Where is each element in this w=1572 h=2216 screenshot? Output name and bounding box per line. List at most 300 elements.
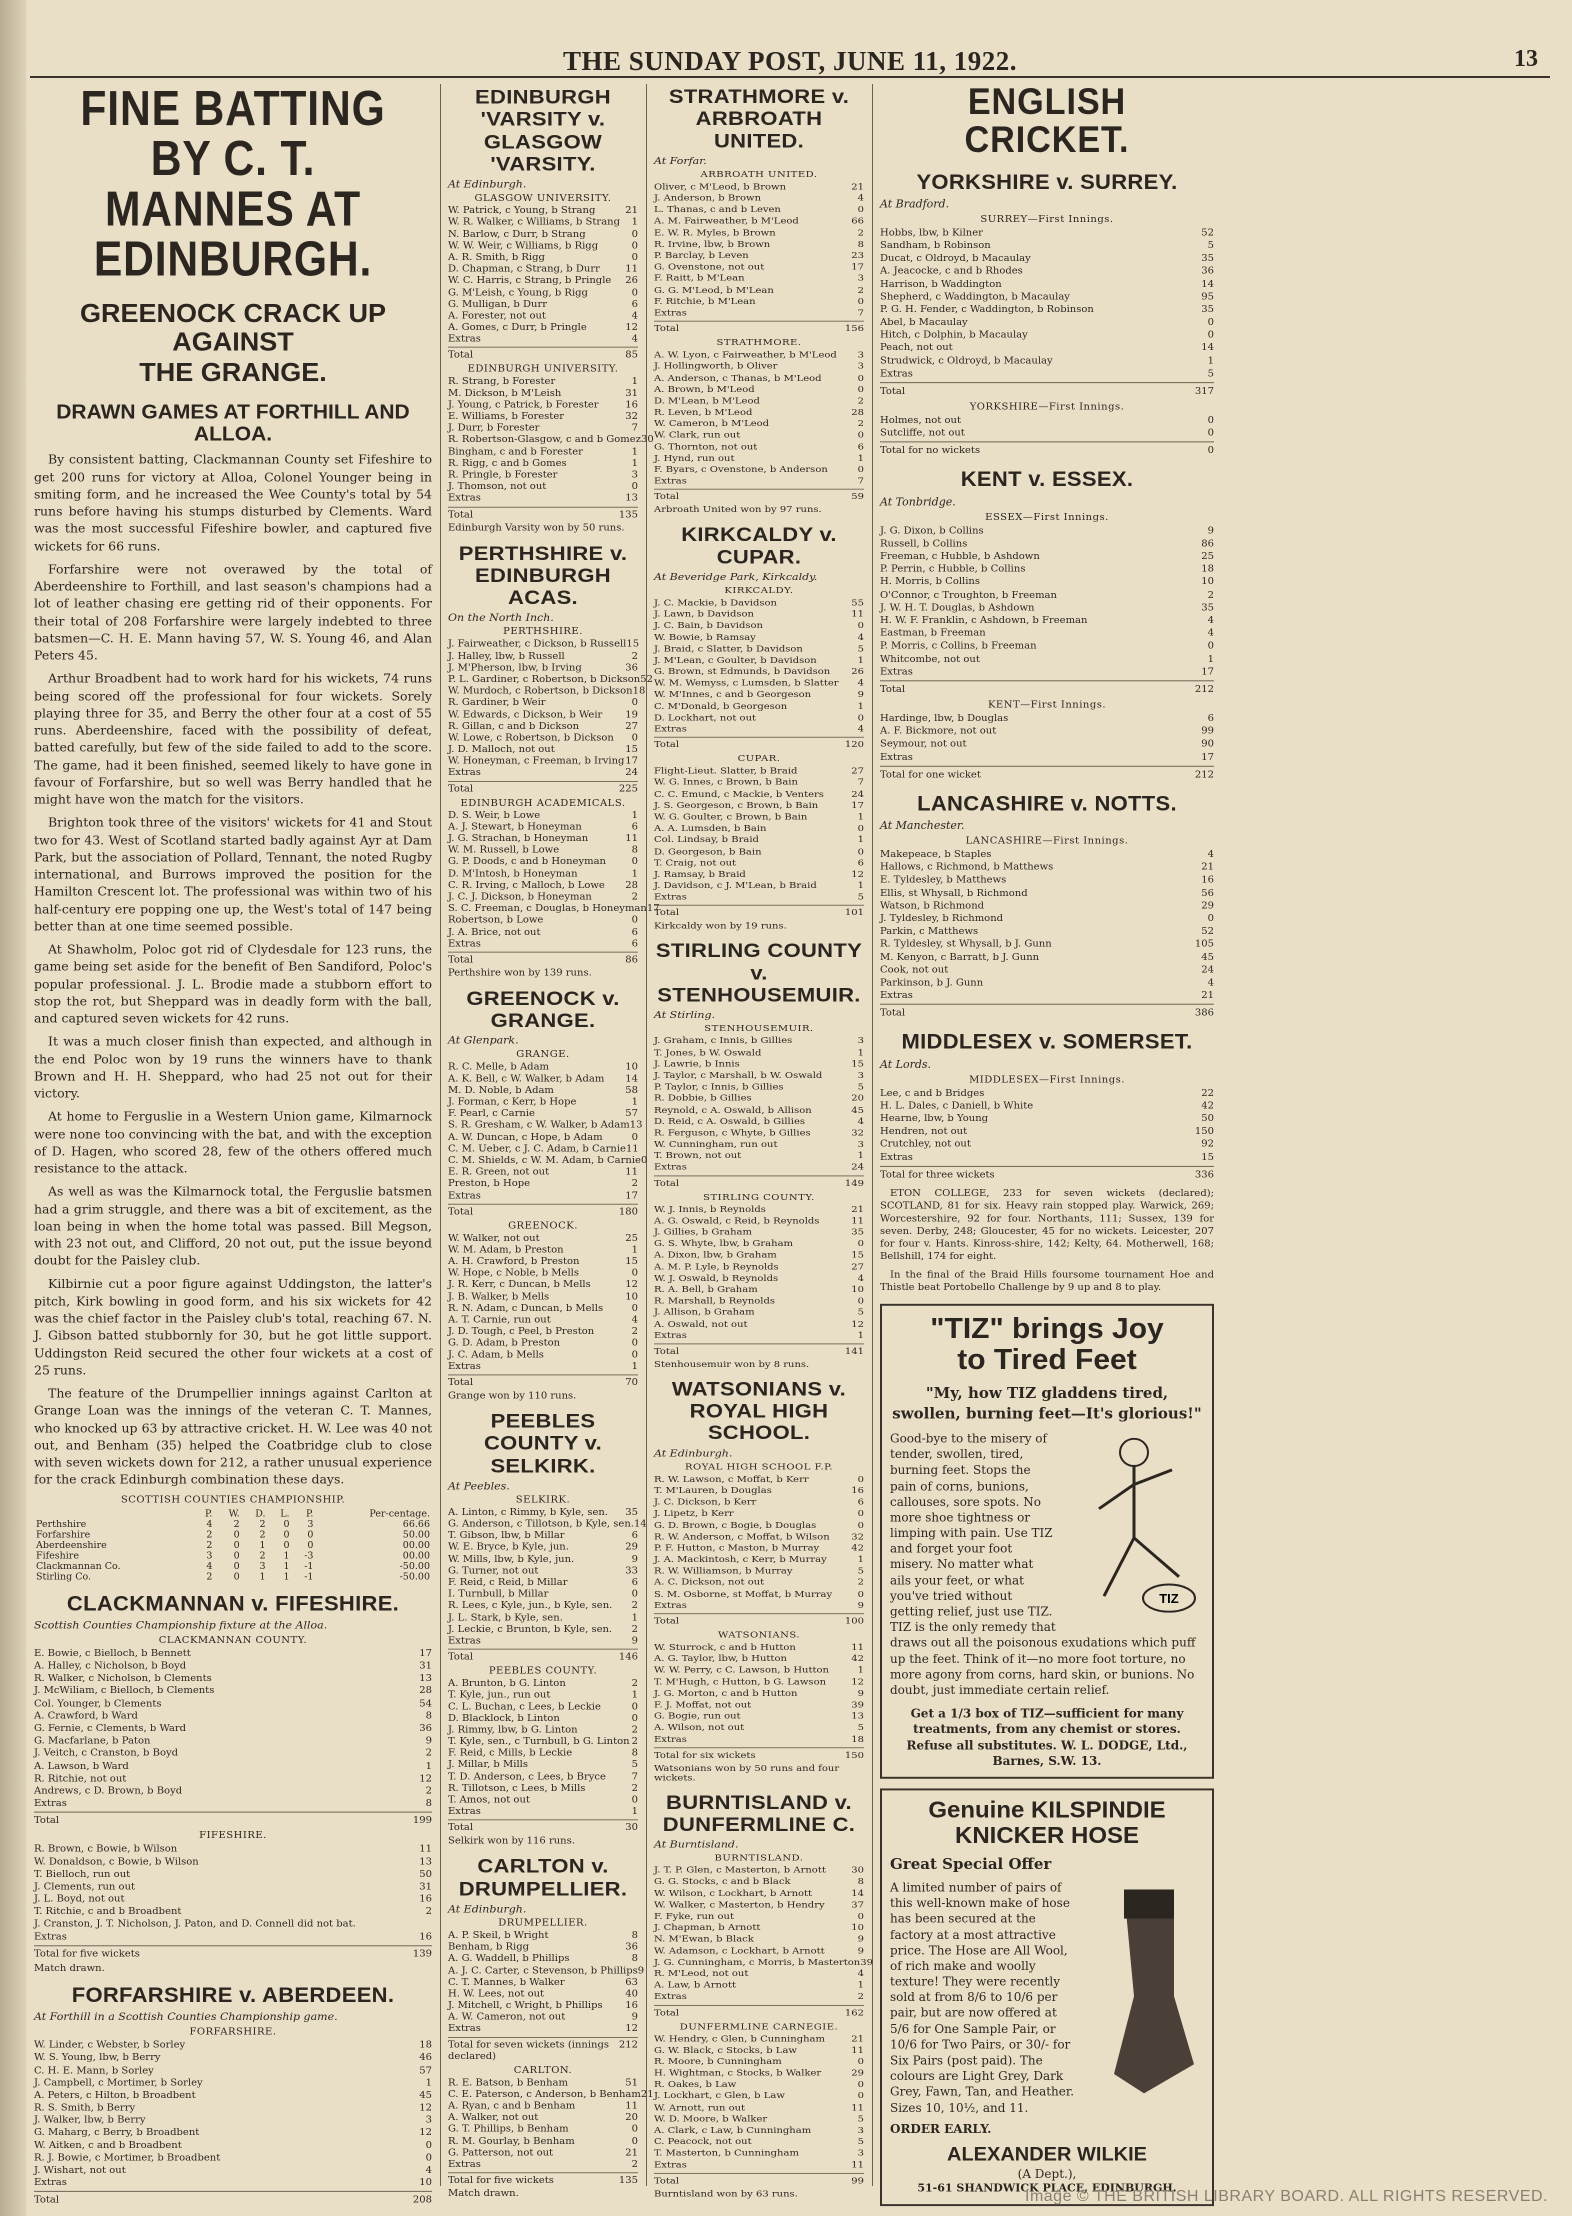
team-name: YORKSHIRE—First Innings. bbox=[969, 401, 1125, 413]
article-paragraph: Brighton took three of the visitors' wickets for 41 and Stout two for 43. West of Scotland started badly against Ayr at Dam Park, but the association of Pollard, Tennant, the noted Rugby international, and Burrows improved the position for the Hamilton Crescent lot. The professional was within two of his half-century ere popping one up, the West's total of 147 being better than at one time seemed possible. bbox=[34, 815, 432, 934]
headline-1: FINE BATTING BY C. T. bbox=[80, 81, 386, 187]
runs-value: 0 bbox=[857, 1520, 864, 1531]
score-line bbox=[654, 1150, 864, 1161]
runs-value: 8 bbox=[631, 1954, 638, 1964]
runs-value: 35 bbox=[1201, 253, 1214, 264]
score-total bbox=[448, 1649, 638, 1663]
score-total bbox=[654, 905, 864, 919]
runs-value: 30 bbox=[640, 435, 654, 446]
news-notes: In the final of the Braid Hills foursome tournament Hoe and Thistle beat Portobello Challenge by 9 up and 8 to play. bbox=[880, 1269, 1214, 1293]
team-name: BURNTISLAND. bbox=[714, 1853, 804, 1864]
team-name: LANCASHIRE—First Innings. bbox=[965, 835, 1129, 847]
score-line bbox=[448, 2124, 638, 2136]
batsman-entry: J. Veitch, c Cranston, b Boyd bbox=[34, 1748, 179, 1759]
batsman-entry: Peach, not out bbox=[880, 342, 953, 354]
score-line bbox=[448, 903, 660, 915]
team-name: FORFARSHIRE. bbox=[189, 2027, 277, 2038]
runs-value: 13 bbox=[625, 493, 638, 504]
batsman-entry: C. Peacock, not out bbox=[654, 2137, 752, 2148]
runs-value: 9 bbox=[857, 1946, 864, 1956]
runs-value: 0 bbox=[631, 482, 638, 492]
batsman-entry: P. Barclay, b Leven bbox=[654, 251, 749, 261]
score-card bbox=[654, 181, 864, 334]
score-total bbox=[448, 1820, 638, 1834]
score-line bbox=[448, 240, 638, 252]
batsman-entry: G. Maharg, c Berry, b Broadbent bbox=[34, 2127, 200, 2139]
score-line bbox=[448, 1338, 638, 1350]
score-line bbox=[654, 193, 864, 204]
batsman-entry: W. S. Young, lbw, b Berry bbox=[34, 2052, 161, 2064]
runs-value: 4 bbox=[857, 632, 864, 643]
batsman-entry: Ellis, st Whysall, b Richmond bbox=[880, 887, 1028, 899]
batsman-entry: R. Strang, b Forester bbox=[448, 377, 556, 387]
batsman-entry: Extras bbox=[654, 1162, 687, 1173]
batsman-entry: R. N. Adam, c Duncan, b Mells bbox=[448, 1303, 604, 1314]
score-line bbox=[448, 388, 638, 400]
batsman-entry: Oliver, c M'Leod, b Brown bbox=[654, 182, 787, 192]
score-line bbox=[448, 1748, 638, 1760]
batsman-entry: G. G. Stocks, c and b Black bbox=[654, 1877, 791, 1888]
score-line bbox=[654, 724, 864, 735]
match-heading: GREENOCK v. GRANGE. bbox=[466, 986, 620, 1032]
batsman-entry: W. Hope, c Noble, b Mells bbox=[448, 1268, 579, 1279]
score-line bbox=[654, 2160, 864, 2171]
runs-value: 1 bbox=[857, 835, 864, 846]
batsman-entry: F. Byars, c Ovenstone, b Anderson bbox=[654, 465, 828, 475]
runs-value: 2 bbox=[425, 1906, 432, 1918]
score-line bbox=[448, 1062, 638, 1074]
batsman-entry: Bingham, c and b Forester bbox=[448, 447, 583, 457]
team-name: GRANGE. bbox=[516, 1050, 570, 1061]
score-line bbox=[654, 2033, 864, 2044]
runs-value: 20 bbox=[851, 1093, 864, 1104]
runs-value: 4 bbox=[425, 2165, 432, 2176]
score-total bbox=[448, 781, 638, 795]
score-line bbox=[654, 1250, 864, 1261]
runs-value: 6 bbox=[631, 927, 638, 938]
batsman-entry: R. Irvine, lbw, b Brown bbox=[654, 239, 771, 250]
table-cell: P. bbox=[204, 1508, 213, 1520]
runs-value: 29 bbox=[625, 1542, 638, 1553]
column-rule bbox=[440, 84, 441, 2186]
score-line bbox=[654, 384, 864, 395]
page-number: 13 bbox=[1514, 46, 1538, 72]
runs-value: 21 bbox=[851, 2034, 864, 2044]
runs-value: 16 bbox=[419, 1931, 432, 1943]
score-line bbox=[654, 835, 864, 846]
runs-value: 30 bbox=[851, 1865, 864, 1876]
score-line bbox=[448, 205, 638, 217]
batsman-entry: A. Law, b Arnott bbox=[654, 1980, 736, 1991]
runs-value: 14 bbox=[851, 1888, 864, 1899]
batsman-entry: A. Linton, c Rimmy, b Kyle, sen. bbox=[448, 1507, 609, 1518]
batsman-entry: E. W. R. Myles, b Brown bbox=[654, 228, 776, 238]
runs-value: 18 bbox=[851, 1734, 864, 1745]
runs-value: 0 bbox=[631, 1303, 638, 1314]
runs-value: 55 bbox=[851, 598, 864, 608]
runs-value: 0 bbox=[631, 1589, 638, 1600]
match-heading: STRATHMORE v. ARBROATH UNITED. bbox=[668, 85, 850, 152]
batsman-entry: P. F. Hutton, c Maston, b Murray bbox=[654, 1543, 820, 1554]
batsman-entry: R. Marshall, b Reynolds bbox=[654, 1296, 776, 1307]
batsman-entry: R. W. Lawson, c Moffat, b Kerr bbox=[654, 1474, 809, 1485]
total-label: Total bbox=[654, 1178, 680, 1189]
runs-value: 13 bbox=[851, 1711, 864, 1722]
score-line bbox=[654, 2137, 864, 2148]
score-line bbox=[448, 252, 638, 264]
headline-3: GREENOCK CRACK UP AGAINST bbox=[79, 299, 387, 356]
table-cell: 1 bbox=[283, 1571, 290, 1582]
runs-value: 14 bbox=[633, 1519, 647, 1530]
score-line bbox=[34, 2177, 432, 2190]
runs-value: 5 bbox=[857, 892, 864, 903]
batsman-entry: Preston, b Hope bbox=[448, 1179, 531, 1190]
batsman-entry: C. M. Ueber, c J. C. Adam, b Carnie bbox=[448, 1144, 626, 1155]
runs-value: 3 bbox=[857, 350, 864, 361]
table-cell: P. bbox=[305, 1508, 314, 1520]
score-total bbox=[654, 489, 864, 503]
runs-value: 11 bbox=[625, 1167, 638, 1178]
batsman-entry: J. Cranston, J. T. Nicholson, J. Paton, and D. Connell did not bat. bbox=[34, 1919, 356, 1930]
runs-value: 3 bbox=[857, 2125, 864, 2136]
runs-value: 18 bbox=[632, 686, 646, 697]
batsman-entry: Freeman, c Hubble, b Ashdown bbox=[880, 551, 1040, 562]
runs-value: 27 bbox=[625, 721, 638, 732]
batsman-entry: A. Halley, c Nicholson, b Boyd bbox=[34, 1660, 187, 1672]
runs-value: 31 bbox=[625, 388, 638, 399]
runs-value: 16 bbox=[851, 1486, 864, 1496]
runs-value: 21 bbox=[640, 2089, 654, 2100]
score-card bbox=[654, 598, 864, 751]
score-line bbox=[654, 777, 864, 788]
runs-value: 5 bbox=[1207, 240, 1214, 252]
column-rule bbox=[872, 84, 873, 2186]
score-line bbox=[654, 1968, 864, 1979]
score-line bbox=[448, 1291, 638, 1303]
batsman-entry: T. Gibson, lbw, b Millar bbox=[448, 1531, 565, 1541]
score-line bbox=[654, 464, 864, 475]
score-line bbox=[654, 1508, 864, 1519]
advert-footer: Get a 1/3 box of TIZ—sufficient for many treatments, from any chemist or stores. Refuse all substitutes. W. L. DODGE, Ltd., Barnes, S.W. 13. bbox=[906, 1707, 1188, 1768]
runs-value: 0 bbox=[857, 1296, 864, 1307]
match-venue: At Forfar. bbox=[654, 155, 707, 167]
runs-value: 0 bbox=[631, 1795, 638, 1806]
score-line bbox=[34, 1660, 432, 1673]
score-line bbox=[654, 609, 864, 620]
batsman-entry: Extras bbox=[654, 1331, 687, 1341]
runs-value: 24 bbox=[1201, 964, 1214, 976]
score-line bbox=[654, 1734, 864, 1745]
runs-value: 28 bbox=[625, 880, 638, 891]
score-line bbox=[880, 666, 1214, 679]
table-cell: Per-centage. bbox=[369, 1508, 430, 1520]
batsman-entry: J. L. Boyd, not out bbox=[34, 1894, 125, 1905]
total-value: 86 bbox=[625, 955, 638, 965]
batsman-entry: S. R. Gresham, c W. Walker, b Adam bbox=[448, 1121, 630, 1131]
batsman-entry: M. Kenyon, c Barratt, b J. Gunn bbox=[880, 951, 1040, 963]
total-label: Total bbox=[654, 492, 680, 503]
score-line bbox=[880, 1151, 1214, 1164]
batsman-entry: Eastman, b Freeman bbox=[880, 628, 986, 639]
batsman-entry: F. Raitt, b M'Lean bbox=[654, 274, 745, 284]
batsman-entry: Col. Younger, b Clements bbox=[34, 1698, 162, 1709]
batsman-entry: P. Perrin, c Hubble, b Collins bbox=[880, 564, 1026, 575]
table-cell: 4 bbox=[206, 1560, 213, 1572]
runs-value: 0 bbox=[631, 1132, 638, 1143]
runs-value: 2 bbox=[631, 2159, 638, 2170]
batsman-entry: R. Pringle, b Forester bbox=[448, 470, 558, 481]
score-line bbox=[448, 857, 638, 869]
total-label: Total for six wickets bbox=[654, 1750, 756, 1761]
batsman-entry: J. R. Kerr, c Duncan, b Mells bbox=[448, 1280, 591, 1291]
batsman-entry: W. G. Goulter, c Brown, b Bain bbox=[654, 812, 808, 823]
total-value: 135 bbox=[618, 509, 638, 520]
batsman-entry: Extras bbox=[880, 990, 913, 1001]
score-line bbox=[880, 1100, 1214, 1113]
batsman-entry: A. Brown, b M'Leod bbox=[654, 384, 755, 395]
score-line bbox=[654, 1116, 864, 1127]
table-cell: 0 bbox=[233, 1540, 240, 1551]
score-total bbox=[448, 1374, 638, 1388]
runs-value: 14 bbox=[625, 1074, 638, 1085]
batsman-entry: W. Hendry, c Glen, b Cunningham bbox=[654, 2034, 825, 2044]
batsman-entry: A. P. Skeil, b Wright bbox=[448, 1930, 549, 1941]
batsman-entry: N. M'Ewan, b Black bbox=[654, 1934, 754, 1945]
match-heading: CARLTON v. DRUMPELLIER. bbox=[458, 1855, 628, 1900]
runs-value: 4 bbox=[857, 1273, 864, 1284]
batsman-entry: A. Anderson, c Thanas, b M'Leod bbox=[654, 373, 822, 383]
total-value: 70 bbox=[625, 1378, 638, 1388]
score-line bbox=[654, 1082, 864, 1093]
total-value: 150 bbox=[844, 1750, 864, 1761]
score-line bbox=[654, 1566, 864, 1577]
score-line bbox=[448, 287, 638, 299]
score-total bbox=[654, 321, 864, 335]
runs-value: 1 bbox=[857, 881, 864, 891]
score-line bbox=[654, 1711, 864, 1722]
score-line bbox=[448, 1085, 638, 1097]
score-line bbox=[34, 1735, 432, 1748]
score-line bbox=[448, 639, 638, 651]
score-line bbox=[448, 651, 638, 663]
score-line bbox=[654, 1296, 864, 1307]
team-name: DRUMPELLIER. bbox=[498, 1918, 588, 1929]
score-line bbox=[34, 1723, 432, 1736]
score-line bbox=[448, 2023, 638, 2035]
runs-value: 15 bbox=[626, 639, 640, 650]
score-line bbox=[654, 881, 864, 892]
runs-value: 12 bbox=[851, 869, 864, 880]
runs-value: 2 bbox=[631, 1678, 638, 1689]
batsman-entry: Abel, b Macaulay bbox=[880, 317, 968, 328]
score-line bbox=[880, 861, 1214, 874]
runs-value: 1 bbox=[1207, 355, 1214, 367]
batsman-entry: F. J. Moffat, not out bbox=[654, 1700, 752, 1710]
article-paragraph: At Shawholm, Poloc got rid of Clydesdale for 123 runs, the game being set aside for the benefit of Ben Sandiford, Poloc's popular professional. J. L. Brodie made a stubborn effort to stop the rot, but Sheppard was in deadly form with the ball, and captured seven wickets for 42 runs. bbox=[34, 942, 432, 1026]
match-result: Match drawn. bbox=[34, 1963, 105, 1974]
runs-value: 4 bbox=[857, 678, 864, 689]
batsman-entry: J. Lawrie, b Innis bbox=[654, 1059, 740, 1070]
score-line bbox=[448, 1577, 638, 1589]
total-value: 120 bbox=[844, 740, 864, 751]
batsman-entry: Andrews, c D. Brown, b Boyd bbox=[34, 1786, 183, 1797]
score-total bbox=[34, 2191, 432, 2206]
score-line bbox=[880, 427, 1214, 440]
runs-value: 0 bbox=[857, 823, 864, 834]
score-line bbox=[654, 678, 864, 689]
batsman-entry: G. Mulligan, b Durr bbox=[448, 299, 548, 310]
batsman-entry: Seymour, not out bbox=[880, 738, 967, 750]
runs-value: 2 bbox=[631, 651, 638, 662]
score-line bbox=[654, 407, 864, 418]
batsman-entry: R. Walker, c Nicholson, b Clements bbox=[34, 1673, 212, 1684]
runs-value: 2 bbox=[631, 1725, 638, 1736]
batsman-entry: Ducat, c Oldroyd, b Macaulay bbox=[880, 253, 1031, 264]
column-2 bbox=[448, 84, 660, 2206]
runs-value: 6 bbox=[857, 858, 864, 868]
batsman-entry: J. Braid, c Slatter, b Davidson bbox=[654, 644, 803, 654]
match-result: Kirkcaldy won by 19 runs. bbox=[654, 921, 787, 932]
batsman-entry: G. Macfarlane, b Paton bbox=[34, 1735, 151, 1747]
runs-value: 0 bbox=[631, 2136, 638, 2147]
score-line bbox=[448, 938, 638, 950]
score-line bbox=[448, 2136, 638, 2148]
batsman-entry: T. Kyle, jun., run out bbox=[448, 1690, 551, 1701]
batsman-entry: W. Walker, c Masterton, b Hendry bbox=[654, 1900, 825, 1910]
batsman-entry: C. C. Emund, c Mackie, b Venters bbox=[654, 789, 824, 800]
man-dancing-illustration bbox=[1064, 1431, 1204, 1625]
score-line bbox=[880, 414, 1214, 427]
table-cell: 2 bbox=[259, 1519, 266, 1530]
score-line bbox=[654, 396, 864, 407]
advert-address: 51-61 SHANDWICK PLACE, EDINBURGH. bbox=[917, 2181, 1177, 2195]
runs-value: 32 bbox=[851, 1128, 864, 1138]
match-venue: At Bradford. bbox=[880, 197, 950, 211]
runs-value: 22 bbox=[1201, 1087, 1214, 1099]
batsman-entry: J. Lockhart, c Glen, b Law bbox=[654, 2091, 785, 2102]
batsman-entry: J. Durr, b Forester bbox=[448, 423, 540, 434]
runs-value: 35 bbox=[1201, 602, 1214, 614]
batsman-entry: J. Thomson, not out bbox=[448, 482, 547, 492]
batsman-entry: R. Lees, c Kyle, jun., b Kyle, sen. bbox=[448, 1601, 613, 1611]
score-line bbox=[880, 712, 1214, 725]
match-result: Arbroath United won by 97 runs. bbox=[654, 505, 822, 516]
score-line bbox=[448, 1725, 638, 1737]
runs-value: 5 bbox=[857, 644, 864, 654]
runs-value: 105 bbox=[1194, 938, 1214, 950]
score-card bbox=[34, 1648, 432, 1828]
runs-value: 50 bbox=[419, 1869, 432, 1880]
runs-value: 13 bbox=[419, 1856, 432, 1868]
score-line bbox=[880, 627, 1214, 640]
batsman-entry: J. A. Mackintosh, c Kerr, b Murray bbox=[654, 1555, 827, 1565]
table-cell: Perthshire bbox=[36, 1519, 87, 1530]
batsman-entry: A. Peters, c Hilton, b Broadbent bbox=[34, 2090, 196, 2101]
batsman-entry: T. Kyle, sen., c Turnbull, b G. Linton bbox=[448, 1737, 630, 1747]
score-line bbox=[654, 712, 864, 723]
score-card bbox=[654, 1474, 864, 1627]
score-line bbox=[34, 1710, 432, 1723]
batsman-entry: J. Hollingworth, b Oliver bbox=[654, 361, 778, 372]
table-cell: Fifeshire bbox=[36, 1550, 79, 1561]
score-line bbox=[448, 1233, 638, 1245]
batsman-entry: T. Amos, not out bbox=[448, 1795, 530, 1806]
batsman-entry: Extras bbox=[448, 2024, 481, 2034]
runs-value: 29 bbox=[1201, 900, 1214, 912]
team-name: SURREY—First Innings. bbox=[980, 213, 1114, 225]
runs-value: 17 bbox=[419, 1648, 432, 1659]
batsman-entry: J. M'Lean, c Goulter, b Davidson bbox=[654, 655, 817, 666]
total-value: 317 bbox=[1194, 386, 1214, 397]
table-cell: -1 bbox=[304, 1571, 314, 1582]
table-row bbox=[34, 1551, 432, 1561]
score-line bbox=[880, 725, 1214, 738]
score-line bbox=[880, 601, 1214, 614]
score-line bbox=[448, 1977, 638, 1989]
runs-value: 0 bbox=[631, 2124, 638, 2135]
score-card bbox=[654, 1642, 864, 1761]
batsman-entry: W. Walker, not out bbox=[448, 1233, 540, 1244]
table-cell: -1 bbox=[304, 1560, 314, 1572]
batsman-entry: R. Moore, b Cunningham bbox=[654, 2057, 782, 2067]
runs-value: 16 bbox=[1201, 874, 1214, 886]
score-line bbox=[34, 1785, 432, 1798]
runs-value: 24 bbox=[851, 789, 864, 800]
article-paragraph: It was a much closer finish than expected, and although in the end Poloc won by 19 runs the winners have to thank Brown and H. H. Sheppard, who had 25 not out for their victory. bbox=[34, 1034, 432, 1101]
score-line bbox=[448, 1155, 648, 1167]
total-value: 85 bbox=[625, 350, 638, 361]
score-line bbox=[448, 1132, 638, 1144]
runs-value: 45 bbox=[419, 2090, 432, 2101]
runs-value: 10 bbox=[625, 1062, 638, 1073]
table-cell: W. bbox=[228, 1508, 240, 1520]
batsman-entry: A. Forester, not out bbox=[448, 311, 546, 321]
batsman-entry: Extras bbox=[654, 308, 687, 319]
batsman-entry: W. Arnott, run out bbox=[654, 2103, 746, 2113]
batsman-entry: L. Thanas, c and b Leven bbox=[654, 205, 781, 215]
match-heading: PEEBLES COUNTY v. SELKIRK. bbox=[483, 1409, 603, 1477]
score-line bbox=[654, 1722, 864, 1733]
batsman-entry: C. M'Donald, b Georgeson bbox=[654, 701, 788, 712]
score-total bbox=[880, 382, 1214, 398]
score-line bbox=[654, 2056, 864, 2067]
team-name: KIRKCALDY. bbox=[724, 586, 794, 596]
batsman-entry: P. Morris, c Collins, b Freeman bbox=[880, 640, 1037, 652]
batsman-entry: Watson, b Richmond bbox=[880, 900, 985, 912]
batsman-entry: T. Brown, not out bbox=[654, 1151, 742, 1161]
score-line bbox=[654, 1105, 864, 1116]
runs-value: 1 bbox=[857, 1151, 864, 1161]
score-line bbox=[654, 1238, 864, 1249]
batsman-entry: A. Crawford, b Ward bbox=[34, 1710, 138, 1722]
score-line bbox=[654, 1284, 864, 1295]
team-name: ROYAL HIGH SCHOOL F.P. bbox=[684, 1462, 834, 1473]
advert-headline: to Tired Feet bbox=[957, 1343, 1137, 1376]
runs-value: 26 bbox=[851, 667, 864, 677]
score-line bbox=[448, 1143, 638, 1155]
batsman-entry: R. W. Williamson, b Murray bbox=[654, 1566, 793, 1577]
match-venue: At Tonbridge. bbox=[880, 495, 956, 509]
runs-value: 1 bbox=[631, 447, 638, 457]
batsman-entry: G. P. Doods, c and b Honeyman bbox=[448, 857, 606, 868]
runs-value: 0 bbox=[857, 384, 864, 395]
runs-value: 0 bbox=[631, 1350, 638, 1360]
score-line bbox=[654, 766, 864, 777]
runs-value: 0 bbox=[631, 1713, 638, 1724]
score-line bbox=[880, 367, 1214, 380]
runs-value: 9 bbox=[1207, 525, 1214, 537]
runs-value: 32 bbox=[851, 1532, 864, 1542]
